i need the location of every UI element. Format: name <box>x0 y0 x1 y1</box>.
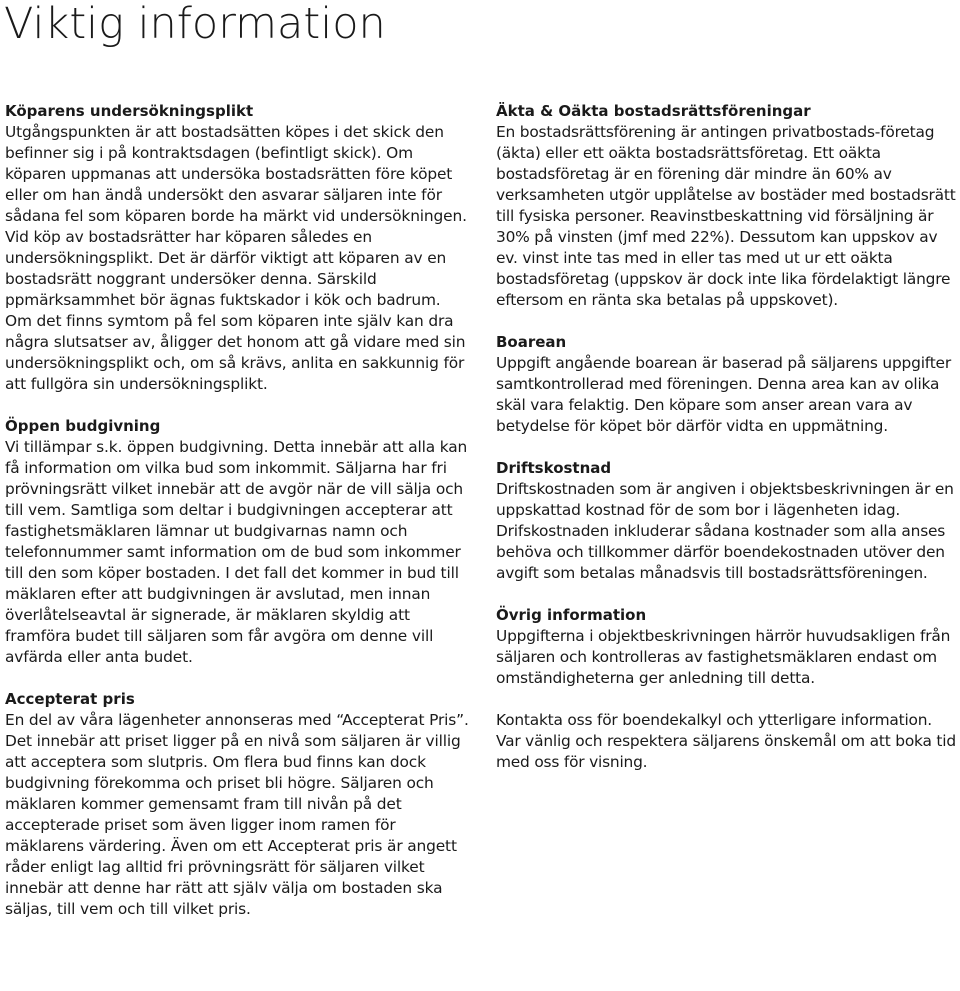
left-column <box>5 101 471 941</box>
right-column <box>496 101 960 773</box>
section-body: En bostadsrättsförening är antingen privatbostads-företag (äkta) eller ett oäkta bostadsrättsföretag. Ett oäkta bostadsföretag är en förening där mindre än 60% av verksamheten utgör upplåtelse av bostäder med bostadsrätt till fysiska personer. Reavinstbeskattning vid försäljning är 30% på vinsten (jmf med 22%). Dessutom kan uppskov av ev. vinst inte tas med in eller tas med ut ur ett oäkta bostadsföretag (uppskov är dock inte lika fördelaktigt längre eftersom en ränta ska betalas på uppskovet). <box>496 123 956 309</box>
section-body: Driftskostnaden som är angiven i objektsbeskrivningen är en uppskattad kostnad för de som bor i lägenheten idag. Drifskostnaden inkluderar sådana kostnader som alla anses behöva och tillkommer därför boendekostnaden utöver den avgift som betalas månadsvis till bostadsrättsföreningen. <box>496 480 954 582</box>
section-body: Vi tillämpar s.k. öppen budgivning. Detta innebär att alla kan få information om vilka bud som inkommit. Säljarna har fri prövningsrätt vilket innebär att de avgör när de vill sälja och till vem. Samtliga som deltar i budgivningen accepterar att fastighetsmäklaren lämnar ut budgivarnas namn och telefonnummer samt information om de bud som inkommer till den som köper bostaden. I det fall det kommer in bud till mäklaren efter att budgivningen är avslutad, men innan överlåtelseavtal är signerade, är mäklaren skyldig att framföra budet till säljaren som får avgöra om denne vill avfärda eller anta budet. <box>5 438 468 666</box>
section-undersokningsplikt <box>5 101 471 395</box>
section-body: En del av våra lägenheter annonseras med “Accepterat Pris”. Det innebär att priset ligger på en nivå som säljaren är villig att acceptera som slutpris. Om flera bud finns kan dock budgivning förekomma och priset bli högre. Säljaren och mäklaren kommer gemensamt fram till nivån på det accepterade priset som även ligger inom ramen för mäklarens värdering. Även om ett Accepterat pris är angett råder enligt lag alltid fri prövningsrätt för säljaren vilket innebär att denne har rätt att själv välja om bostaden ska säljas, till vem och till vilket pris. <box>5 711 469 918</box>
section-heading: Accepterat pris <box>5 690 135 708</box>
section-heading: Öppen budgivning <box>5 417 161 435</box>
section-oppen-budgivning <box>5 416 471 668</box>
contact-section <box>496 710 960 773</box>
section-body: Uppgifterna i objektbeskrivningen härrör huvudsakligen från säljaren och kontrolleras av fastighetsmäklaren endast om omständigheterna ger anledning till detta. <box>496 627 951 687</box>
section-heading: Driftskostnad <box>496 459 612 477</box>
section-body: Uppgift angående boarean är baserad på säljarens uppgifter samtkontrollerad med föreningen. Denna area kan av olika skäl vara felaktig. Den köpare som anser arean vara av betydelse för köpet bör därför vidta en uppmätning. <box>496 354 951 435</box>
section-accepterat-pris <box>5 689 471 920</box>
page-title: Viktig information <box>4 0 386 49</box>
section-boarean <box>496 332 960 437</box>
contact-text: Kontakta oss för boendekalkyl och ytterligare information. Var vänlig och respektera säljarens önskemål om att boka tid med oss för visning. <box>496 711 956 771</box>
section-heading: Äkta & Oäkta bostadsrättsföreningar <box>496 102 811 120</box>
section-heading: Boarean <box>496 333 567 351</box>
section-ovrig-information <box>496 605 960 689</box>
section-akta-oakta <box>496 101 960 311</box>
section-heading: Köparens undersökningsplikt <box>5 102 254 120</box>
section-heading: Övrig information <box>496 606 647 624</box>
section-driftskostnad <box>496 458 960 584</box>
section-body: Utgångspunkten är att bostadsätten köpes i det skick den befinner sig i på kontraktsdagen (befintligt skick). Om köparen uppmanas att undersöka bostadsrätten före köpet eller om han ändå undersökt den asvarar säljaren inte för sådana fel som köparen borde ha märkt vid undersökningen. Vid köp av bostadsrätter har köparen således en undersökningsplikt. Det är därför viktigt att köparen av en bostadsrätt noggrant undersöker denna. Särskild ppmärksammhet bör ägnas fuktskador i kök och badrum. Om det finns symtom på fel som köparen inte själv kan dra några slutsatser av, åligger det honom att gå vidare med sin undersökningsplikt och, om så krävs, anlita en sakkunnig för att fullgöra sin undersökningsplikt. <box>5 123 467 393</box>
